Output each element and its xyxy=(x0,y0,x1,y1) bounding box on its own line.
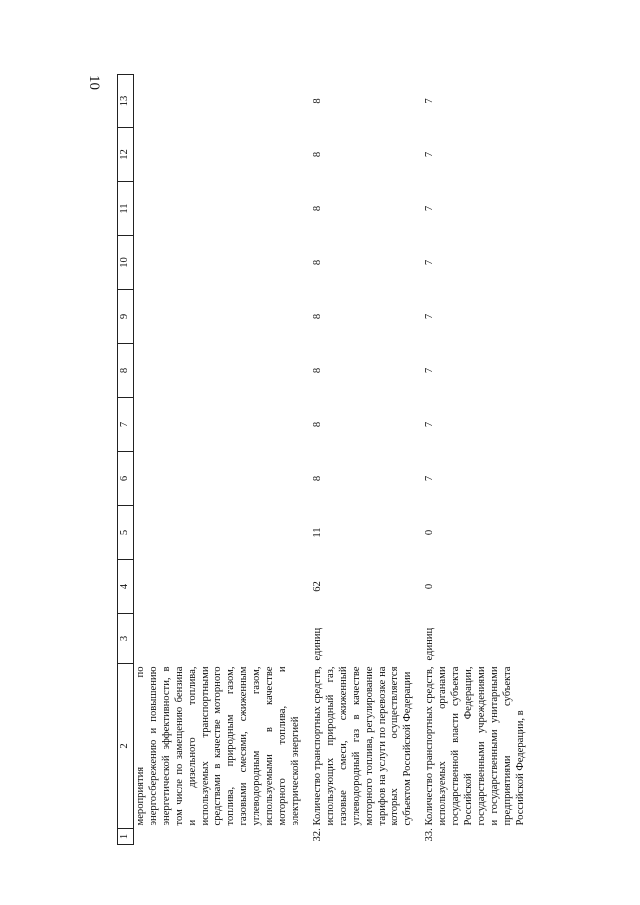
column-header: 1 xyxy=(118,829,134,845)
row-value: 7 xyxy=(424,475,436,482)
row-value: 7 xyxy=(424,421,436,428)
row-value: 62 xyxy=(311,581,323,592)
row-number: 33. xyxy=(424,828,436,842)
row-value: 0 xyxy=(424,583,436,590)
row-value: 8 xyxy=(311,475,323,482)
column-header: 12 xyxy=(118,128,134,182)
row-value: 11 xyxy=(311,527,323,538)
row-value: 0 xyxy=(424,529,436,536)
row-value: 7 xyxy=(424,98,436,104)
column-header: 11 xyxy=(118,182,134,236)
row-value xyxy=(133,236,303,290)
column-header: 5 xyxy=(118,506,134,560)
row-value: 8 xyxy=(311,367,323,374)
row-value xyxy=(133,398,303,452)
row-description: мероприятия по энергосбережению и повышению энергетической эффективности, в том числе по замещению бензина и дизельного топлива, используемых транспортными средствами в качестве моторного топлива, природным газом, газовыми смесями, сжиженным углеводородным газом, используемыми в качестве моторного топлива, и электрической энергией xyxy=(134,666,301,826)
rotated-table-container xyxy=(117,75,527,845)
table-row xyxy=(416,75,528,845)
row-value xyxy=(133,128,303,182)
row-value: 7 xyxy=(424,313,436,320)
indicators-table xyxy=(117,74,529,845)
row-value xyxy=(133,75,303,128)
row-unit: единиц xyxy=(424,627,436,661)
row-description: Количество транспортных средств, используемых органами государственной власти субъекта Российской Федерации, государственными учреждениями и государственными унитарными предприятиями субъекта Российской Федерации, в xyxy=(424,666,526,826)
column-header: 9 xyxy=(118,290,134,344)
row-value: 7 xyxy=(424,259,436,266)
column-header: 3 xyxy=(118,614,134,664)
row-value: 8 xyxy=(311,259,323,266)
row-value: 8 xyxy=(311,98,323,104)
row-value xyxy=(133,506,303,560)
column-header: 8 xyxy=(118,344,134,398)
row-value xyxy=(133,452,303,506)
column-header: 4 xyxy=(118,560,134,614)
column-header: 2 xyxy=(118,664,134,829)
row-value: 8 xyxy=(311,151,323,158)
row-unit xyxy=(133,614,303,664)
table-header-row xyxy=(118,75,134,845)
row-number xyxy=(133,829,303,845)
row-value xyxy=(133,344,303,398)
page-number: 10 xyxy=(86,75,102,90)
row-description: Количество транспортных средств, использующих природный газ, газовые смеси, сжиженный углеводородный газ в качестве моторного топлива, регулирование тарифов на услуги по перевозке на которых осуществляется субъектом Российской Федерации xyxy=(311,666,414,826)
row-value: 8 xyxy=(311,313,323,320)
row-value: 7 xyxy=(424,205,436,212)
table-row xyxy=(133,75,303,845)
row-value: 7 xyxy=(424,367,436,374)
row-value: 8 xyxy=(311,421,323,428)
column-header: 10 xyxy=(118,236,134,290)
column-header: 7 xyxy=(118,398,134,452)
column-header: 6 xyxy=(118,452,134,506)
row-value xyxy=(133,182,303,236)
column-header: 13 xyxy=(118,75,134,128)
row-value: 7 xyxy=(424,151,436,158)
table-row xyxy=(304,75,416,845)
row-value xyxy=(133,290,303,344)
row-value: 8 xyxy=(311,205,323,212)
row-number: 32. xyxy=(311,828,323,842)
row-value xyxy=(133,560,303,614)
row-unit: единиц xyxy=(311,627,323,661)
